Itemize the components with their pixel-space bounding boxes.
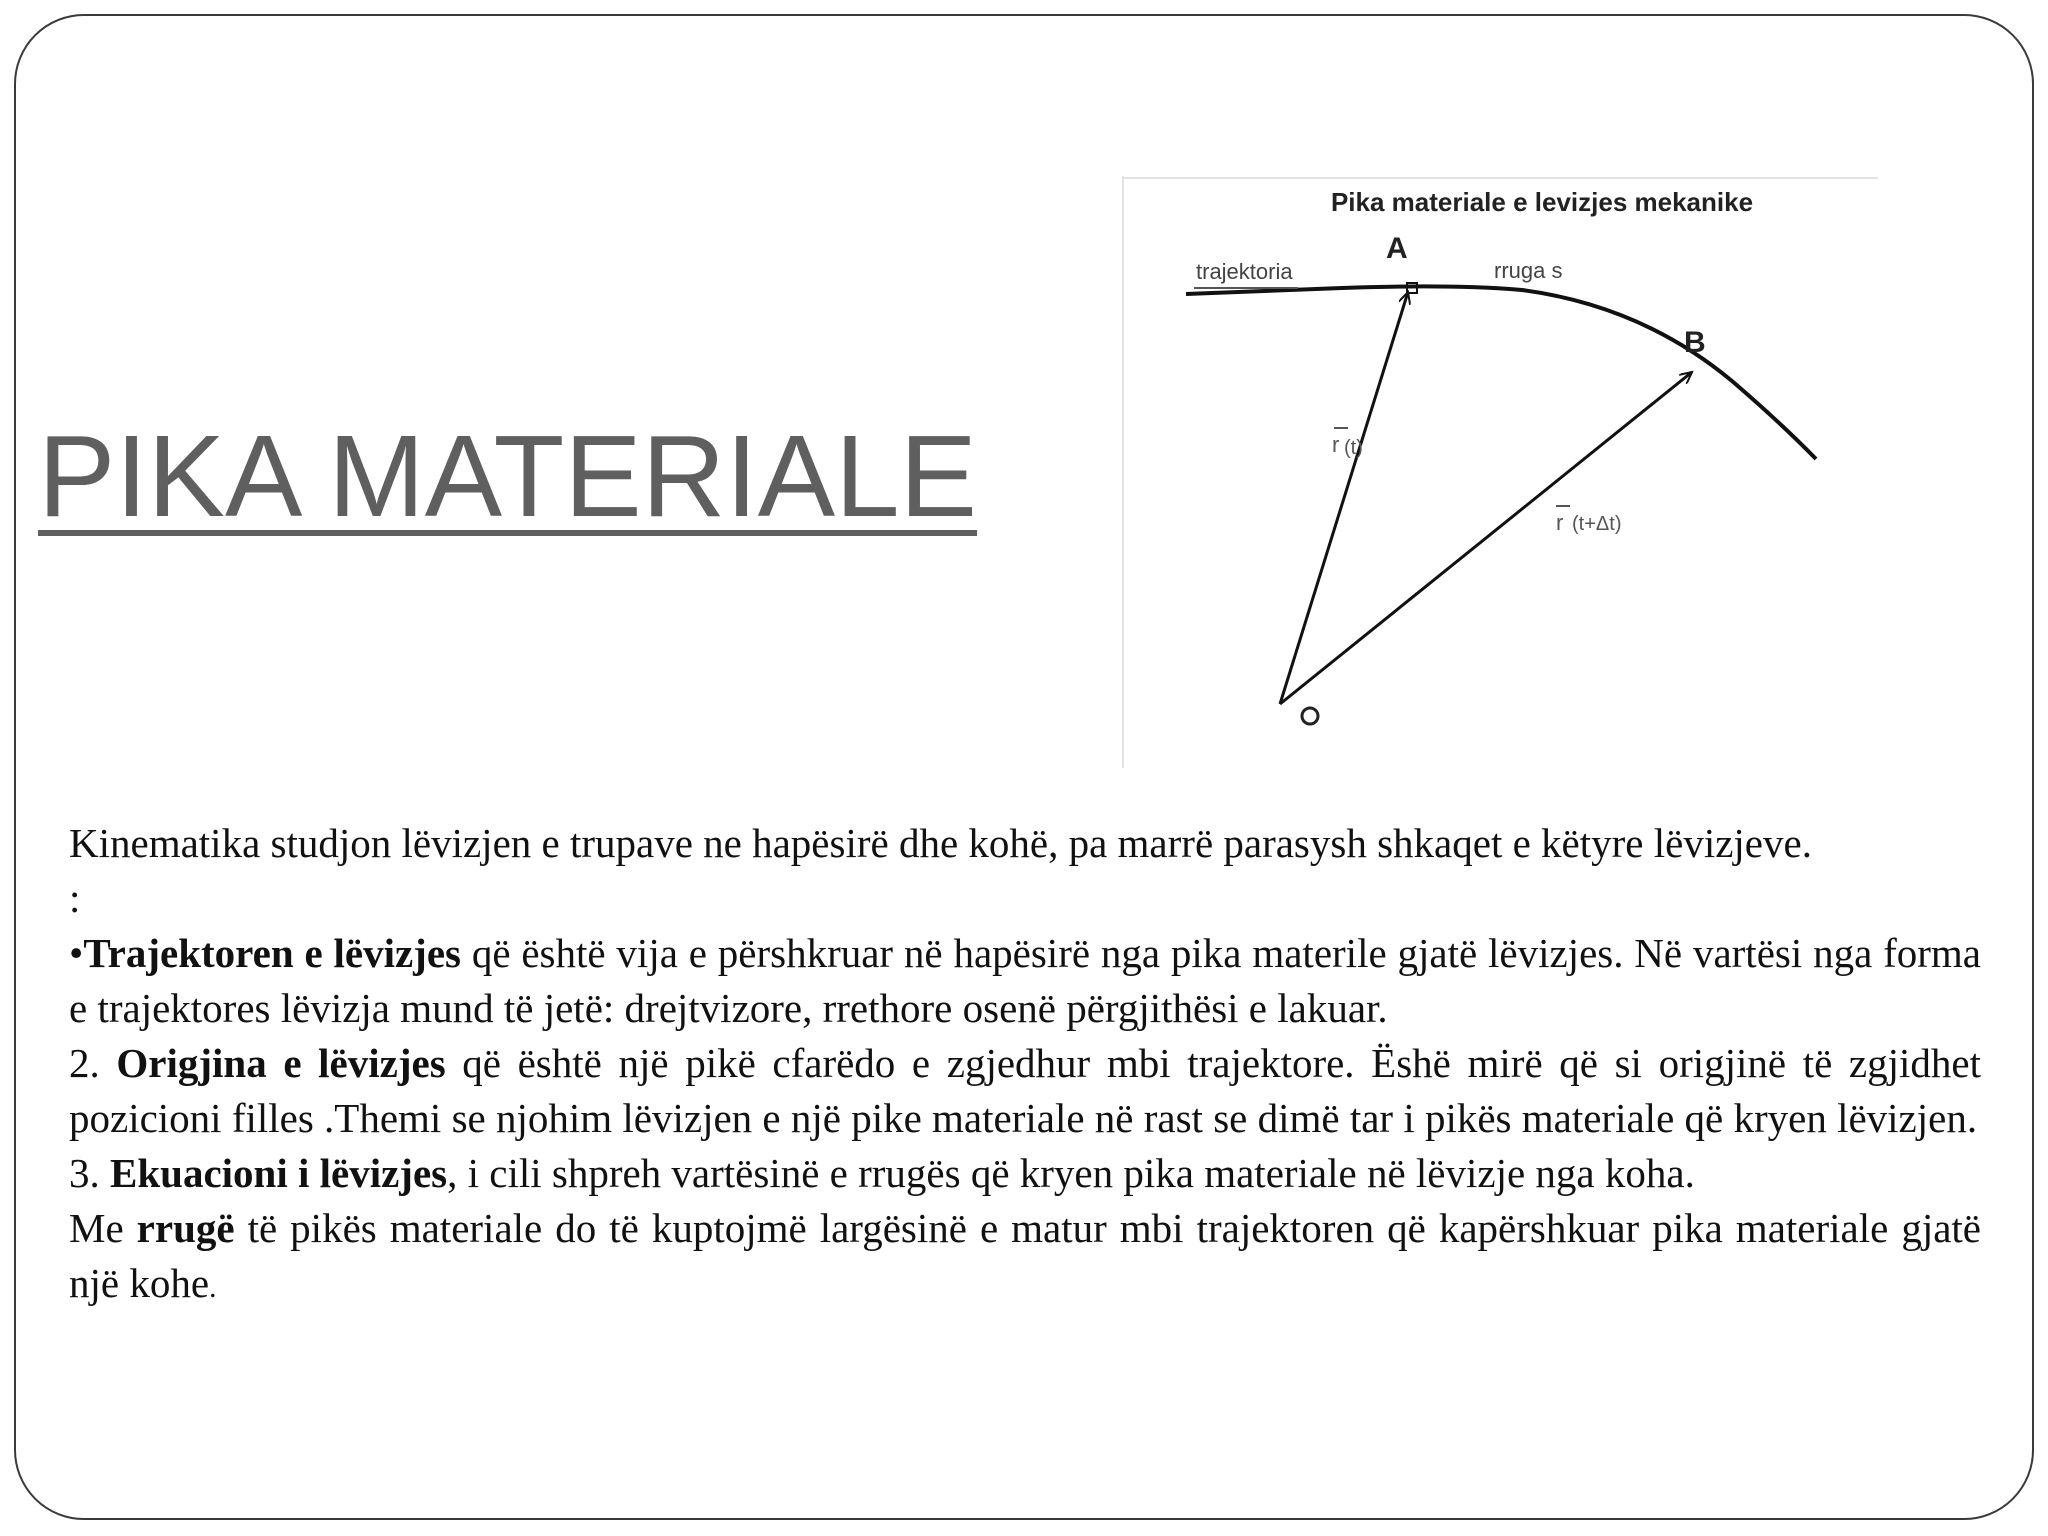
figure-caption: Pika materiale e levizjes mekanike	[1330, 187, 1754, 217]
body-text	[69, 816, 1981, 1315]
paragraph-colon: :	[69, 875, 81, 921]
paragraph-equation	[69, 1146, 1981, 1201]
paragraph-path	[69, 1201, 1981, 1315]
term-path: rrugë	[136, 1205, 235, 1251]
trajectory-label: trajektoria	[1196, 259, 1293, 284]
vector-r2-symbol: r	[1556, 510, 1564, 535]
paragraph-trajectory	[69, 926, 1981, 1036]
slide-frame	[14, 14, 2034, 1520]
path-label: rruga s	[1494, 258, 1563, 283]
origin-definition: që është një pikë cfarëdo e zgjedhur mbi trajektore. Ëshë mirë që si origjinë të zgjidhet pozicioni filles .Themi se njohim lëvizjen e një pike materiale në rast se dimë tar i pikës materiale që kryen lëvizjen.	[69, 1040, 1982, 1141]
path-definition: të pikës materiale do të kuptojmë largësinë e matur mbi trajektoren që kapërshkuar pika materiale gjatë një kohe	[69, 1205, 1981, 1306]
point-a-label: A	[1386, 232, 1408, 265]
vector-r2-argument: (t+Δt)	[1572, 513, 1622, 535]
origin-point-label: O	[1302, 744, 1303, 745]
trajectory-definition: që është vija e përshkruar në hapësirë nga pika materile gjatë lëvizjes. Në vartësi nga forma e trajektores lëvizja mund të jetë: drejtvizore, rrethore osenë përgjithësi e lakuar.	[69, 930, 1981, 1031]
term-trajectory: Trajektoren e lëvizjes	[83, 930, 461, 976]
trajectory-figure	[1122, 176, 1878, 768]
bullet-symbol: •	[69, 930, 84, 976]
path-period: .	[209, 1271, 217, 1304]
path-intro: Me	[69, 1205, 137, 1251]
equation-definition: , i cili shpreh vartësinë e rrugës që kryen pika materiale në lëvizje nga koha.	[447, 1150, 1695, 1196]
slide-title: PIKA MATERIALE	[38, 411, 978, 541]
point-b-label: B	[1684, 326, 1706, 359]
trajectory-diagram	[1122, 176, 1878, 768]
item-number-2: 2.	[69, 1040, 117, 1086]
paragraph-origin	[69, 1036, 1981, 1146]
term-origin: Origjina e lëvizjes	[116, 1040, 446, 1086]
vector-r1-symbol: r	[1332, 432, 1340, 457]
term-equation: Ekuacioni i lëvizjes	[110, 1150, 448, 1196]
item-number-3: 3.	[69, 1150, 110, 1196]
paragraph-intro: Kinematika studjon lëvizjen e trupave ne hapësirë dhe kohë, pa marrë parasysh shkaqet e këtyre lëvizjeve.	[69, 820, 1812, 866]
vector-r1-argument: (t)	[1344, 437, 1363, 459]
